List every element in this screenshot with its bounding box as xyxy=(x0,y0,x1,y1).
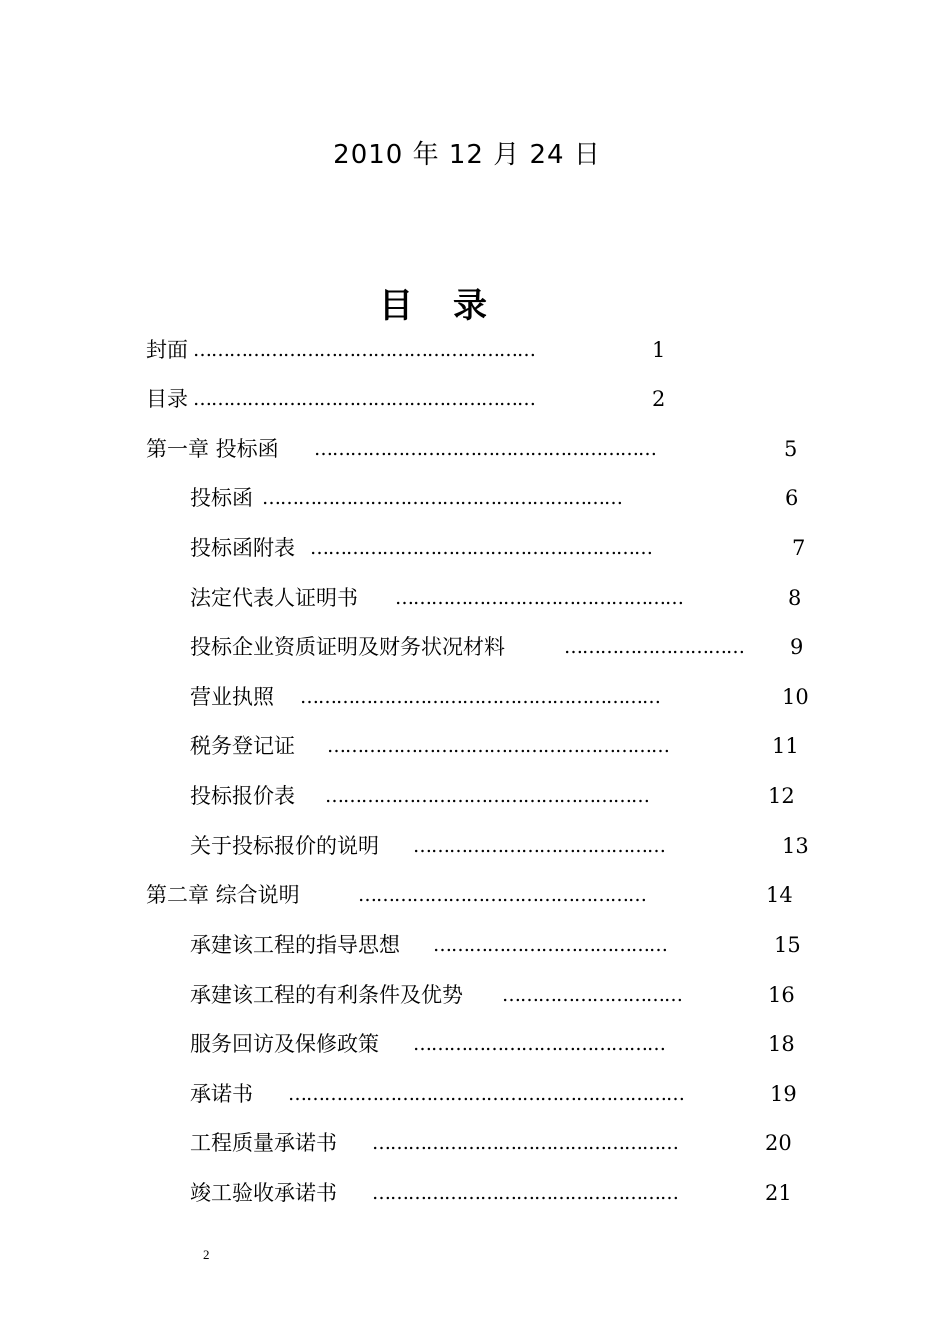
toc-heading: 目录 xyxy=(379,286,527,326)
toc-entry-leader: ………………………………………………… xyxy=(310,537,652,559)
toc-entry-leader: ………………………… xyxy=(564,636,744,658)
toc-entry-page: 14 xyxy=(766,883,793,907)
toc-entry-leader: ………………………………………… xyxy=(395,587,683,609)
toc-entry xyxy=(190,632,830,662)
toc-entry-contents xyxy=(146,384,826,414)
toc-entry-page: 1 xyxy=(652,338,666,362)
toc-entry-title: 税务登记证 xyxy=(190,734,295,758)
toc-entry-page: 12 xyxy=(768,784,795,808)
toc-entry-leader: ………………………………………………… xyxy=(314,438,656,460)
toc-entry-page: 8 xyxy=(788,586,802,610)
toc-entry-page: 18 xyxy=(768,1032,795,1056)
toc-entry-leader: ……………………………………………… xyxy=(325,785,649,807)
toc-entry-leader: …………………………………………… xyxy=(372,1182,678,1204)
toc-entry-title: 投标函附表 xyxy=(190,536,295,560)
toc-entry-page: 20 xyxy=(765,1131,792,1155)
toc-entry-page: 5 xyxy=(784,437,798,461)
toc-entry-title: 投标报价表 xyxy=(190,784,295,808)
toc-entry-leader: …………………………………………… xyxy=(372,1132,678,1154)
page-number: 2 xyxy=(203,1247,210,1262)
toc-entry xyxy=(190,1029,830,1059)
toc-entry-title: 工程质量承诺书 xyxy=(190,1131,337,1155)
toc-entry xyxy=(190,1079,830,1109)
toc-entry-leader: …………………………………… xyxy=(413,835,665,857)
toc-entry-leader: ………………………………………………… xyxy=(327,735,669,757)
toc-entry-title: 投标企业资质证明及财务状况材料 xyxy=(190,635,505,659)
toc-entry-title: 服务回访及保修政策 xyxy=(190,1032,379,1056)
toc-entry-title: 营业执照 xyxy=(190,685,274,709)
toc-entry-page: 19 xyxy=(770,1082,797,1106)
toc-entry xyxy=(190,682,830,712)
toc-entry-title: 第一章 投标函 xyxy=(146,437,279,461)
toc-entry-page: 2 xyxy=(652,387,666,411)
toc-entry-page: 11 xyxy=(772,734,799,758)
toc-entry xyxy=(190,483,830,513)
toc-entry-page: 15 xyxy=(774,933,801,957)
toc-entry-chapter-2 xyxy=(146,880,826,910)
toc-entry xyxy=(190,731,830,761)
toc-entry-title: 封面 xyxy=(146,338,188,362)
toc-entry-page: 16 xyxy=(768,983,795,1007)
toc-entry-leader: …………………………………… xyxy=(413,1033,665,1055)
toc-entry-leader: …………………………………………………… xyxy=(262,487,622,509)
toc-entry-leader: ………………………………………………………… xyxy=(288,1083,684,1105)
toc-entry xyxy=(190,930,830,960)
toc-entry-leader: ………………………………… xyxy=(433,934,667,956)
toc-entry-cover xyxy=(146,335,826,365)
toc-entry-title: 投标函 xyxy=(190,486,253,510)
toc-entry-leader: ………………………………………… xyxy=(358,884,646,906)
toc-entry-page: 6 xyxy=(785,486,799,510)
toc-entry-leader: ………………………………………………… xyxy=(193,388,535,410)
toc-entry-page: 9 xyxy=(790,635,804,659)
toc-entry-page: 13 xyxy=(782,834,809,858)
toc-entry-page: 10 xyxy=(782,685,809,709)
toc-entry xyxy=(190,533,830,563)
toc-entry xyxy=(190,583,830,613)
toc-entry-title: 承诺书 xyxy=(190,1082,253,1106)
toc-entry-title: 竣工验收承诺书 xyxy=(190,1181,337,1205)
toc-entry-title: 承建该工程的指导思想 xyxy=(190,933,400,957)
document-date: 2010 年 12 月 24 日 xyxy=(333,140,601,170)
toc-entry-title: 承建该工程的有利条件及优势 xyxy=(190,983,463,1007)
toc-entry xyxy=(190,1128,830,1158)
toc-entry-leader: …………………………………………………… xyxy=(300,686,660,708)
toc-entry-leader: ………………………… xyxy=(502,984,682,1006)
toc-entry-title: 目录 xyxy=(146,387,188,411)
toc-entry-leader: ………………………………………………… xyxy=(193,339,535,361)
toc-entry xyxy=(190,980,830,1010)
toc-entry xyxy=(190,781,830,811)
toc-entry xyxy=(190,831,830,861)
toc-entry-chapter-1 xyxy=(146,434,826,464)
toc-entry-page: 7 xyxy=(792,536,806,560)
toc-entry-title: 关于投标报价的说明 xyxy=(190,834,379,858)
toc-entry xyxy=(190,1178,830,1208)
toc-entry-title: 第二章 综合说明 xyxy=(146,883,300,907)
toc-entry-title: 法定代表人证明书 xyxy=(190,586,358,610)
toc-entry-page: 21 xyxy=(765,1181,792,1205)
